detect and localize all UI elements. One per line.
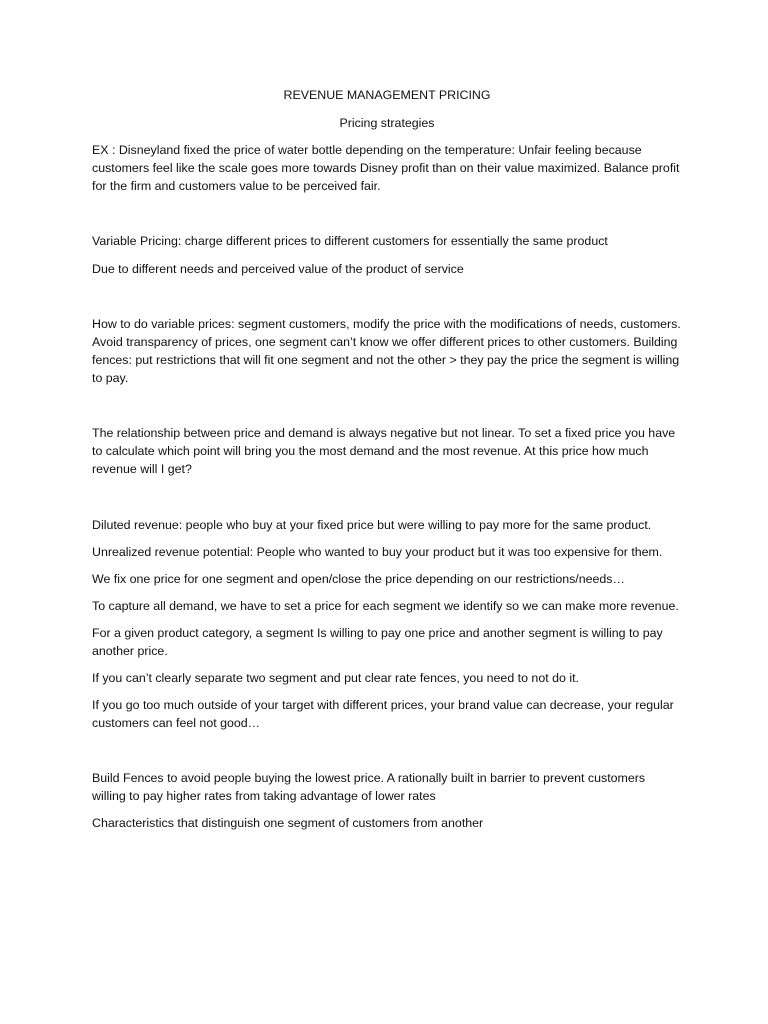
paragraph-build-fences: Build Fences to avoid people buying the lowest price. A rationally built in barrier to prevent customers willing to pay higher rates from taking advantage of lower rates [92, 771, 646, 803]
paragraph-different-needs: Due to different needs and perceived value of the product of service [92, 262, 464, 276]
paragraph-brand-value: If you go too much outside of your target with different prices, your brand value can decrease, your regular customers can feel not good… [92, 698, 674, 730]
paragraph-rate-fences: If you can’t clearly separate two segment and put clear rate fences, you need to not do it. [92, 671, 579, 685]
paragraph-diluted-revenue: Diluted revenue: people who buy at your fixed price but were willing to pay more for the same product. [92, 518, 652, 532]
paragraph-disneyland-example: EX : Disneyland fixed the price of water bottle depending on the temperature: Unfair feeling because customers feel like the scale goes more towards Disney profit than on their value maximized. Balance profit for the firm and customers value to be perceived fair. [92, 143, 680, 193]
document-body [92, 86, 682, 832]
paragraph-capture-all-demand: To capture all demand, we have to set a price for each segment we identify so we can make more revenue. [92, 599, 679, 613]
paragraph-product-category: For a given product category, a segment Is willing to pay one price and another segment is willing to pay another price. [92, 626, 663, 658]
paragraph-how-to-variable-prices: How to do variable prices: segment customers, modify the price with the modifications of needs, customers. Avoid transparency of prices, one segment can’t know we offer different prices to other customers. Building fences: put restrictions that will fit one segment and not the other > they pay the price the segment is willing to pay. [92, 317, 681, 385]
paragraph-price-demand-relationship: The relationship between price and demand is always negative but not linear. To set a fixed price you have to calculate which point will bring you the most demand and the most revenue. At this price how much revenue will I get? [92, 426, 676, 476]
document-subtitle: Pricing strategies [339, 116, 435, 130]
paragraph-unrealized-revenue: Unrealized revenue potential: People who wanted to buy your product but it was too expensive for them. [92, 545, 663, 559]
paragraph-fix-one-price: We fix one price for one segment and open/close the price depending on our restrictions/needs… [92, 572, 625, 586]
paragraph-characteristics: Characteristics that distinguish one segment of customers from another [92, 816, 484, 830]
document-title: REVENUE MANAGEMENT PRICING [283, 88, 491, 102]
paragraph-variable-pricing: Variable Pricing: charge different prices to different customers for essentially the same product [92, 234, 608, 248]
